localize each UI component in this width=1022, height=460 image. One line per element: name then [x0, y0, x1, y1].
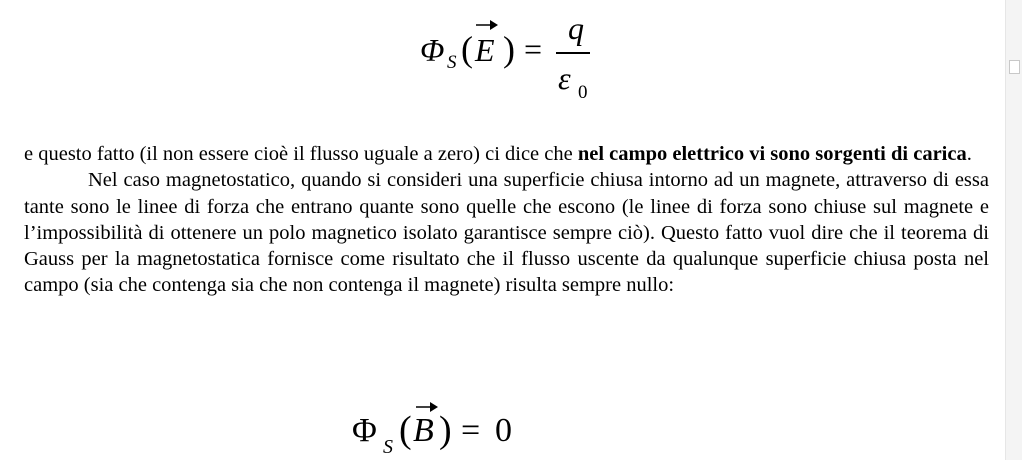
equals-sign: = — [524, 31, 543, 67]
scroll-thumb[interactable] — [1009, 60, 1020, 74]
vertical-scrollbar[interactable] — [1005, 0, 1022, 460]
body-text — [24, 141, 989, 299]
magnetic-field-symbol: B — [413, 412, 434, 449]
surface-subscript: S — [383, 436, 393, 458]
paragraph-magnetic: Nel caso magnetostatico, quando si consideri una superficie chiusa intorno ad un magnete, attraverso di essa tante sono le linee di forza che entrano quante sono quelle che escono (le linee di forza sono chiuse sul magnete e l’impossibilità di ottenere un polo magnetico isolato garantisce sempre ciò). Questo fatto vuol dire che il teorema di Gauss per la magnetostatica fornisce come risultato che il flusso uscente da qualunque superficie chiusa posta nel campo (sia che contenga sia che non contenga il magnete) risulta sempre nullo: — [24, 169, 989, 297]
paragraph-electric-end: . — [966, 143, 972, 165]
paragraph-electric — [24, 141, 989, 167]
permittivity-subscript: 0 — [578, 82, 588, 103]
left-paren: ( — [461, 29, 473, 69]
equals-sign: = — [461, 412, 481, 449]
charge-numerator: q — [568, 10, 584, 46]
vector-arrow-icon — [475, 18, 499, 32]
flux-symbol: Φ — [352, 412, 377, 449]
right-paren: ) — [439, 409, 452, 451]
fraction-bar — [556, 52, 590, 54]
surface-subscript: S — [447, 52, 457, 73]
electric-field-symbol: E — [475, 32, 495, 68]
flux-symbol: Φ — [420, 32, 445, 68]
gauss-law-magnetic-formula — [352, 400, 552, 460]
gauss-law-electric-formula — [420, 10, 620, 110]
permittivity-denominator: ε — [558, 60, 571, 96]
paragraph-electric-text: e questo fatto (il non essere cioè il flusso uguale a zero) ci dice che — [24, 143, 578, 165]
paragraph-electric-bold: nel campo elettrico vi sono sorgenti di carica — [577, 143, 967, 165]
left-paren: ( — [399, 409, 412, 451]
right-paren: ) — [503, 29, 515, 69]
zero-value: 0 — [495, 412, 512, 449]
